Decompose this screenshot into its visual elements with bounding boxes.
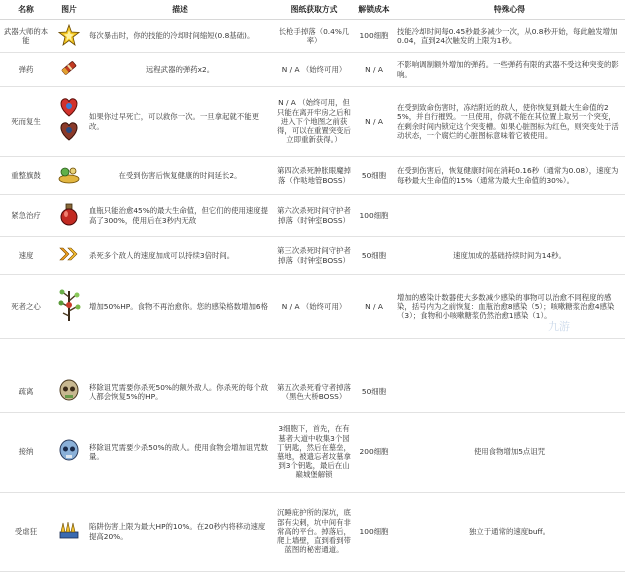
mutation-name: 速度 [0, 237, 52, 275]
mutation-source: 沉睡庇护所的深坑，底部有尖刺，坑中间有非常高的平台。掉落后，爬上墙壁，直到看到带蓝图的秘密通道。 [274, 492, 354, 571]
mutation-notes: 不影响调制额外增加的弹药。一些弹药有限的武器不受这种突变的影响。 [394, 53, 625, 87]
star-burst-icon [58, 24, 80, 48]
mutation-cost: 100细胞 [354, 195, 394, 237]
table-row [0, 412, 625, 492]
potion-icon [58, 202, 80, 228]
header-description: 描述 [86, 0, 274, 20]
table-row [0, 195, 625, 237]
spike-trap-icon [58, 520, 80, 542]
mutation-source: 第三次杀死时间守护者掉落（时钟室BOSS） [274, 237, 354, 275]
mutation-description: 每次暴击时，你的技能的冷却时间缩短(0.8基础)。 [86, 20, 274, 53]
table-row [0, 492, 625, 571]
mutation-name: 接纳 [0, 412, 52, 492]
table-row [0, 157, 625, 195]
mutation-description: 移除诅咒需要少杀50%的敌人。使用食物会增加诅咒数量。 [86, 412, 274, 492]
mutation-cost: N / A [354, 53, 394, 87]
mutation-source: N / A （始终可用，但只能在离开牢房之后和进入下个地图之前获得，可以在重置突变后立即重新获得。） [274, 87, 354, 157]
mutation-cost: 100细胞 [354, 492, 394, 571]
mutation-notes: 使用食物增加5点诅咒 [394, 412, 625, 492]
mutation-description: 陷阱伤害上限为最大HP的10%。在20秒内将移动速度提高20%。 [86, 492, 274, 571]
mutation-notes: 在受到致命伤害时，冻结附近的敌人，使你恢复到最大生命值的25%，并自行摧毁。一旦使用，你就不能在其位置上取另一个突变，在剩余时间内锁定这个突变槽。如果心脏图标为红色，则突变处于活动状态，一个腐烂的心脏图标意味着它被使用。 [394, 87, 625, 157]
mutation-name: 受虐狂 [0, 492, 52, 571]
header-cost: 解锁成本 [354, 0, 394, 20]
mutation-name: 紧急治疗 [0, 195, 52, 237]
ghost-skull-icon [58, 439, 80, 465]
header-source: 图纸获取方式 [274, 0, 354, 20]
mutation-cost: N / A [354, 275, 394, 339]
header-image: 图片 [52, 0, 86, 20]
header-name: 名称 [0, 0, 52, 20]
mutation-description: 如果你过早死亡，可以救你一次。一旦拿起就不能更改。 [86, 87, 274, 157]
mutation-name: 疏离 [0, 372, 52, 412]
recovery-icon [57, 163, 81, 187]
mutation-source: 第五次杀死看守者掉落（黑色大桥BOSS） [274, 372, 354, 412]
ammo-icon [58, 57, 80, 81]
table-row [0, 53, 625, 87]
mutation-name: 武器大师的本能 [0, 20, 52, 53]
mutation-description: 血瓶只能治愈45%的最大生命值，但它们的使用速度提高了300%，使用后在3秒内无敌 [86, 195, 274, 237]
mutations-table-continued [0, 372, 625, 572]
mutation-notes: 速度加成的基础持续时间为14秒。 [394, 237, 625, 275]
mutation-notes [394, 372, 625, 412]
mutation-notes [394, 195, 625, 237]
mutation-source: 长枪手掉落（0.4%几率） [274, 20, 354, 53]
mutation-name: 重整旗鼓 [0, 157, 52, 195]
mutation-description: 增加50%HP。食物不再治愈你。您的感染格数增加6格 [86, 275, 274, 339]
table-row [0, 20, 625, 53]
mutation-cost: 50细胞 [354, 237, 394, 275]
mutation-source: N / A （始终可用） [274, 53, 354, 87]
table-row [0, 237, 625, 275]
mutation-name: 死而复生 [0, 87, 52, 157]
mutation-source: N / A （始终可用） [274, 275, 354, 339]
mutation-cost: 50细胞 [354, 372, 394, 412]
table-row [0, 87, 625, 157]
skull-mask-icon [58, 379, 80, 405]
mutation-source: 3细胞下，首先，在有墓者大道中收集3个园丁钥匙，然后在墓垒，墓地，被遗忘者坟墓拿到3个钥匙，最后在山巅城堡解锁 [274, 412, 354, 492]
mutation-description: 移除诅咒需要你杀死50%的额外敌人。你杀死的每个敌人都会恢复5%的HP。 [86, 372, 274, 412]
mutation-notes: 独立于通常的速度buff。 [394, 492, 625, 571]
mutation-notes: 技能冷却时间每0.45秒最多减少一次，从0.8秒开始，每此触发增加0.04，直到24次触发的上限为1秒。 [394, 20, 625, 53]
mutation-cost: 50细胞 [354, 157, 394, 195]
heart-revive-icon [56, 96, 82, 146]
table-row [0, 372, 625, 412]
table-row [0, 275, 625, 339]
mutation-source: 第四次杀死肿胀眼魔掉落（作哒地管BOSS） [274, 157, 354, 195]
mutation-cost: 100细胞 [354, 20, 394, 53]
table-header-row [0, 0, 625, 20]
mutation-cost: 200细胞 [354, 412, 394, 492]
mutation-description: 杀死多个敌人的速度加成可以持续3倍时间。 [86, 237, 274, 275]
mutation-name: 弹药 [0, 53, 52, 87]
mutation-notes: 在受到伤害后，恢复健康时间在消耗0.16秒（通常为0.08），速度为每秒最大生命值的15%（通常为最大生命值的30%）。 [394, 157, 625, 195]
dead-heart-icon [57, 287, 81, 325]
watermark: 九游 [548, 320, 570, 333]
mutation-description: 在受到伤害后恢复健康的时间延长2。 [86, 157, 274, 195]
mutation-source: 第六次杀死时间守护者掉落（时钟室BOSS） [274, 195, 354, 237]
speed-arrows-icon [58, 247, 80, 263]
mutation-notes: 增加的感染计数器使大多数减少感染的事物可以治愈不同程度的感染，括号内为之前恢复：血瓶治愈8感染（5）；咳嗽糖浆治愈4感染（3）；食物和小咳嗽糖浆仍然治愈1感染（1）。 [394, 275, 625, 339]
header-notes: 特殊心得 [394, 0, 625, 20]
mutation-description: 远程武器的弹药x2。 [86, 53, 274, 87]
mutation-cost: N / A [354, 87, 394, 157]
mutation-name: 死者之心 [0, 275, 52, 339]
